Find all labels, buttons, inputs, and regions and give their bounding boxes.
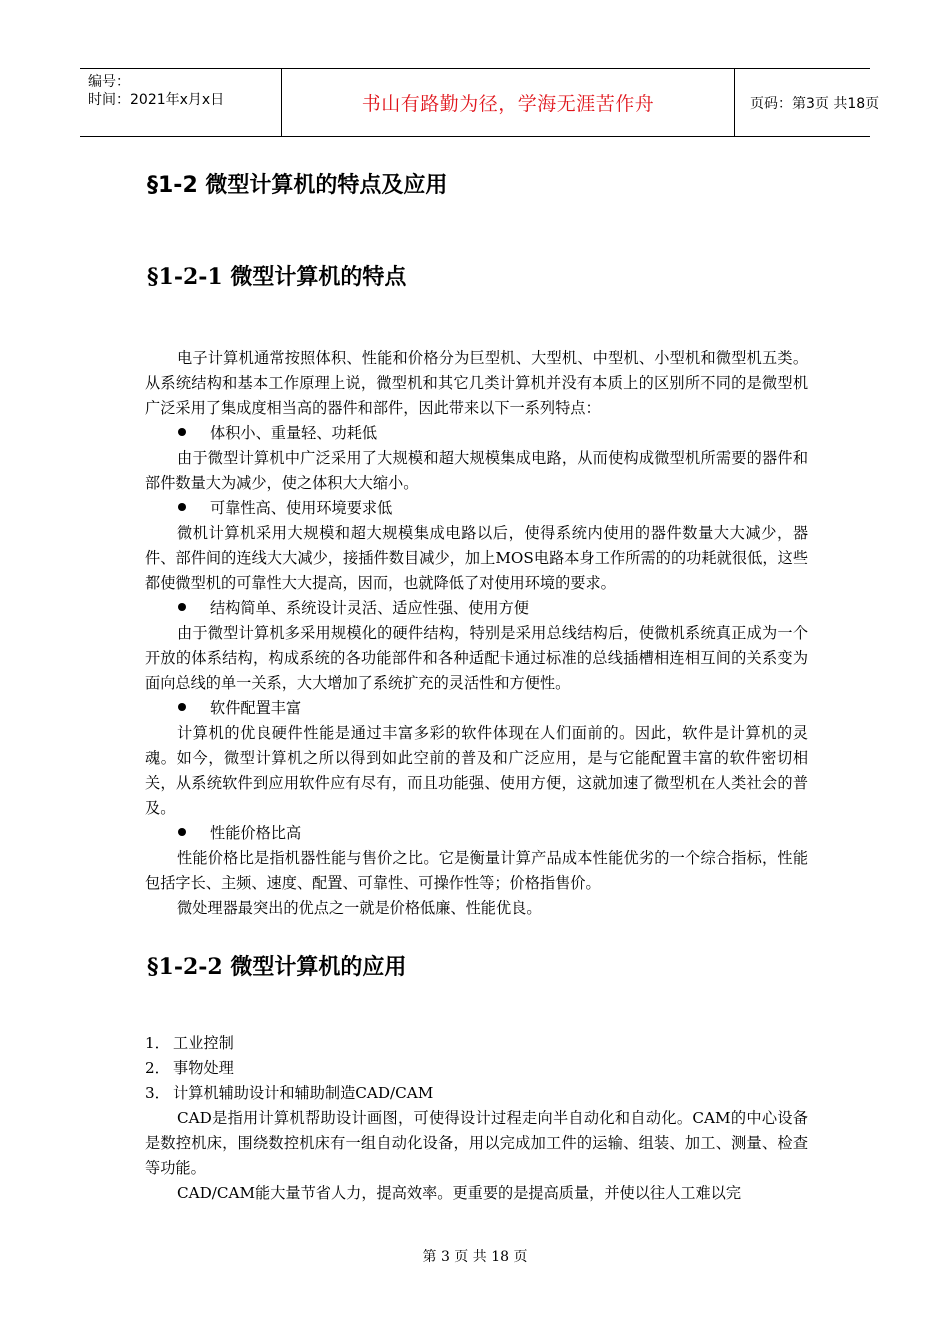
bullet-text: 体积小、重量轻、功耗低 [210,424,378,442]
header-meta-cell [80,69,280,136]
item-number: 1． [145,1034,170,1052]
item-number: 3． [145,1084,170,1102]
body-paragraph: 由于微型计算机多采用规模化的硬件结构，特别是采用总线结构后，使微机系统真正成为一个开放的体系结构，构成系统的各功能部件和各种适配卡通过标准的总线插槽相连相互间的关系变为面向总线的单一关系，大大增加了系统扩充的灵活性和方便性。 [145,624,808,692]
closing-paragraph: 微处理器最突出的优点之一就是价格低廉、性能优良。 [177,899,542,917]
item-text: 事物处理 [173,1059,234,1077]
item-text: 工业控制 [173,1034,234,1052]
bullet-text: 性能价格比高 [210,824,302,842]
page-info-text: 页码：第3页 共18页 [750,95,880,112]
bullet-item [178,696,301,721]
body-paragraph: 计算机的优良硬件性能是通过丰富多彩的软件体现在人们面前的。因此，软件是计算机的灵魂。如今，微型计算机之所以得到如此空前的普及和广泛应用，是与它能配置丰富的软件密切相关，从系统软件到应用软件应有尽有，而且功能强、使用方便，这就加速了微型机在人类社会的普及。 [145,724,808,817]
numbered-item [145,1056,234,1081]
header-page-info [744,69,880,136]
bullet-dot-icon [178,703,186,711]
bullet-dot-icon [178,603,186,611]
item-text: 计算机辅助设计和辅助制造CAD/CAM [173,1084,434,1102]
bullet-item [178,821,301,846]
bullet-dot-icon [178,428,186,436]
bullet-dot-icon [178,828,186,836]
body-paragraph: CAD/CAM能大量节省人力，提高效率。更重要的是提高质量，并使以往人工难以完 [177,1184,742,1202]
body-paragraph: 由于微型计算机中广泛采用了大规模和超大规模集成电路，从而使构成微型机所需要的器件和部件数量大为减少，使之体积大大缩小。 [145,449,808,492]
bullet-text: 结构简单、系统设计灵活、适应性强、使用方便 [210,599,529,617]
numbered-item [145,1031,234,1056]
page-footer: 第 3 页 共 18 页 [422,1249,528,1265]
body-paragraph: 微机计算机采用大规模和超大规模集成电路以后，使得系统内使用的器件数量大大减少，器件、部件间的连线大大减少，接插件数目减少，加上MOS电路本身工作所需的的功耗就很低，这些都使微型机的可靠性大大提高，因而，也就降低了对使用环境的要求。 [145,524,808,592]
page-header [80,68,880,137]
page-title: §1-2 微型计算机的特点及应用 [147,173,448,198]
item-number: 2． [145,1059,170,1077]
section-heading-features: §1-2-1 微型计算机的特点 [147,264,407,290]
doc-date-label: 时间：2021年x月x日 [88,92,225,108]
body-paragraph: 性能价格比是指机器性能与售价之比。它是衡量计算产品成本性能优劣的一个综合指标，性能包括字长、主频、速度、配置、可靠性、可操作性等；价格指售价。 [145,849,808,892]
bullet-item [178,496,392,521]
bullet-dot-icon [178,503,186,511]
numbered-item [145,1081,433,1106]
section-heading-applications: §1-2-2 微型计算机的应用 [147,954,407,980]
bullet-text: 软件配置丰富 [210,699,302,717]
bullet-item [178,421,377,446]
header-motto: 书山有路勤为径，学海无涯苦作舟 [281,69,735,136]
body-paragraph: CAD是指用计算机帮助设计画图，可使得设计过程走向半自动化和自动化。CAM的中心设备是数控机床，围绕数控机床有一组自动化设备，用以完成加工件的运输、组装、加工、测量、检查等功能。 [145,1109,808,1177]
bullet-text: 可靠性高、使用环境要求低 [210,499,393,517]
bullet-item [178,596,529,621]
intro-paragraph: 电子计算机通常按照体积、性能和价格分为巨型机、大型机、中型机、小型机和微型机五类。从系统结构和基本工作原理上说，微型机和其它几类计算机并没有本质上的区别所不同的是微型机广泛采用了集成度相当高的器件和部件，因此带来以下一系列特点： [145,349,808,417]
doc-number-label: 编号： [88,74,130,90]
